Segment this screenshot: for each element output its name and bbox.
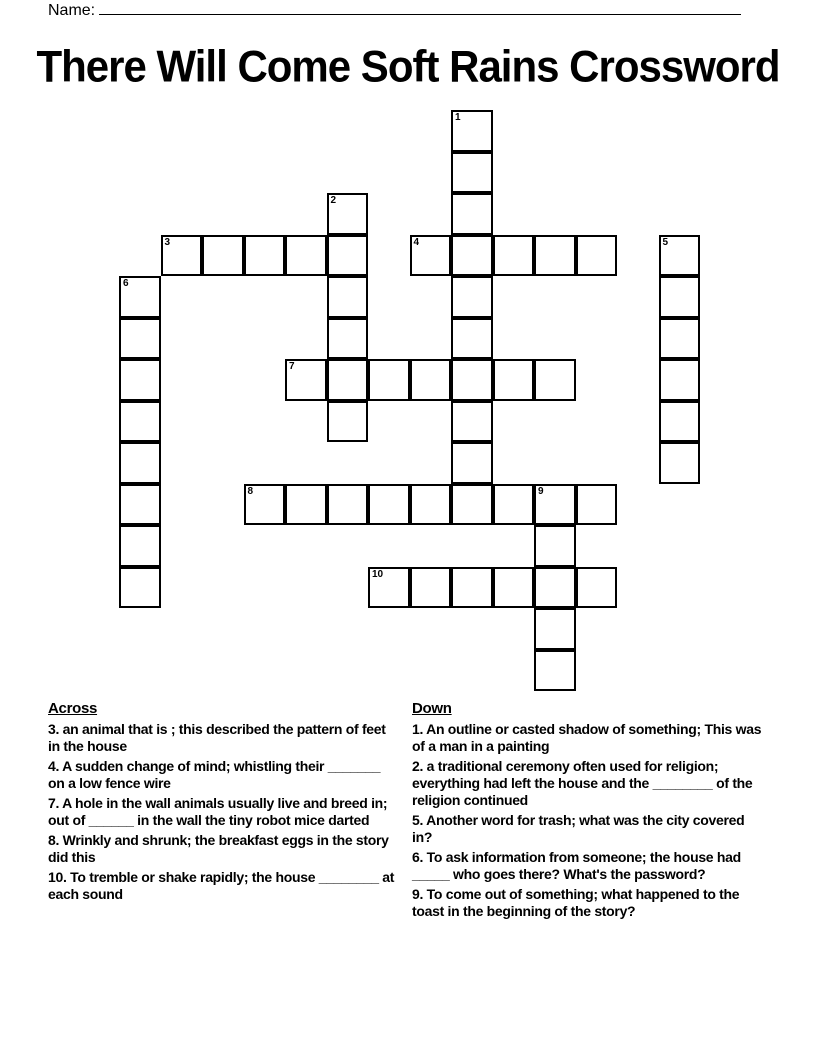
grid-cell[interactable] <box>451 318 493 360</box>
clue-text: A hole in the wall animals usually live and breed in; out of ______ in the wall the tiny robot mice darted <box>48 795 388 828</box>
grid-cell[interactable] <box>659 442 701 484</box>
grid-cell[interactable] <box>659 235 701 277</box>
grid-cell[interactable] <box>327 193 369 235</box>
grid-cell[interactable] <box>576 567 618 609</box>
grid-cell[interactable] <box>451 359 493 401</box>
grid-cell[interactable] <box>451 152 493 194</box>
grid-cell[interactable] <box>493 567 535 609</box>
grid-cell[interactable] <box>493 484 535 526</box>
grid-cell[interactable] <box>451 442 493 484</box>
clue-text: Another word for trash; what was the city covered in? <box>412 812 745 845</box>
grid-cell[interactable] <box>161 235 203 277</box>
grid-cell[interactable] <box>659 318 701 360</box>
clue-number-label: 6 <box>123 278 129 289</box>
grid-cell[interactable] <box>659 276 701 318</box>
clue-number-label: 7 <box>289 361 295 372</box>
grid-cell[interactable] <box>451 193 493 235</box>
clue-number-label: 8 <box>247 485 254 497</box>
clue-down-6 <box>412 849 762 883</box>
grid-cell[interactable] <box>119 525 161 567</box>
clue-number-label: 1 <box>455 112 461 123</box>
grid-cell[interactable] <box>119 318 161 360</box>
clue-number-label: 3 <box>164 236 171 248</box>
grid-cell[interactable] <box>327 484 369 526</box>
grid-cell[interactable] <box>119 442 161 484</box>
grid-cell[interactable] <box>327 235 369 277</box>
grid-cell[interactable] <box>327 359 369 401</box>
clue-number: 8. <box>48 832 60 848</box>
grid-cell[interactable] <box>244 484 286 526</box>
grid-cell[interactable] <box>534 608 576 650</box>
clue-down-1 <box>412 721 762 755</box>
grid-cell[interactable] <box>534 650 576 692</box>
page-title: There Will Come Soft Rains Crossword <box>36 41 780 92</box>
grid-cell[interactable] <box>410 359 452 401</box>
grid-cell[interactable] <box>244 235 286 277</box>
grid-cell[interactable] <box>534 235 576 277</box>
grid-cell[interactable] <box>327 318 369 360</box>
down-heading: Down <box>412 700 452 717</box>
grid-cell[interactable] <box>659 359 701 401</box>
grid-cell[interactable] <box>576 484 618 526</box>
clue-number-label: 2 <box>330 195 337 206</box>
clue-text: To ask information from someone; the house had _____ who goes there? What's the password? <box>412 849 741 882</box>
grid-cell[interactable] <box>534 484 576 526</box>
grid-cell[interactable] <box>659 401 701 443</box>
grid-cell[interactable] <box>368 359 410 401</box>
clue-across-7 <box>48 795 398 829</box>
down-clues <box>412 700 762 923</box>
clue-number-label: 10 <box>372 568 384 580</box>
clue-text: An outline or casted shadow of something; This was of a man in a painting <box>412 721 762 754</box>
grid-cell[interactable] <box>119 567 161 609</box>
across-clues <box>48 700 398 906</box>
clue-number: 2. <box>412 758 424 774</box>
clue-number-label: 5 <box>662 236 669 248</box>
clue-across-10 <box>48 869 398 903</box>
grid-cell[interactable] <box>451 401 493 443</box>
clue-text: a traditional ceremony often used for religion; everything had left the house and the ________ of the religion continued <box>412 758 753 808</box>
grid-cell[interactable] <box>451 110 493 152</box>
clue-number: 9. <box>412 886 424 902</box>
grid-cell[interactable] <box>368 567 410 609</box>
grid-cell[interactable] <box>119 484 161 526</box>
clue-text: To tremble or shake rapidly; the house ________ at each sound <box>48 869 395 902</box>
clue-number: 10. <box>48 869 67 885</box>
name-label: Name: <box>48 2 96 19</box>
grid-cell[interactable] <box>410 484 452 526</box>
grid-cell[interactable] <box>285 359 327 401</box>
grid-cell[interactable] <box>576 235 618 277</box>
clue-across-4 <box>48 758 398 792</box>
clue-number: 1. <box>412 721 424 737</box>
grid-cell[interactable] <box>285 235 327 277</box>
clue-number-label: 4 <box>413 236 420 248</box>
grid-cell[interactable] <box>119 359 161 401</box>
clue-across-3 <box>48 721 398 755</box>
grid-cell[interactable] <box>327 276 369 318</box>
clue-number: 4. <box>48 758 60 774</box>
across-heading: Across <box>48 700 98 717</box>
grid-cell[interactable] <box>119 401 161 443</box>
clue-down-9 <box>412 886 762 920</box>
grid-cell[interactable] <box>285 484 327 526</box>
grid-cell[interactable] <box>451 567 493 609</box>
grid-cell[interactable] <box>410 567 452 609</box>
grid-cell[interactable] <box>202 235 244 277</box>
clue-down-5 <box>412 812 762 846</box>
clue-number: 7. <box>48 795 60 811</box>
grid-cell[interactable] <box>451 276 493 318</box>
clue-text: A sudden change of mind; whistling their _______ on a low fence wire <box>48 758 381 791</box>
clue-number-label: 9 <box>538 485 544 497</box>
clue-number: 5. <box>412 812 424 828</box>
grid-cell[interactable] <box>327 401 369 443</box>
grid-cell[interactable] <box>410 235 452 277</box>
grid-cell[interactable] <box>451 235 493 277</box>
clue-text: Wrinkly and shrunk; the breakfast eggs in the story did this <box>48 832 389 865</box>
grid-cell[interactable] <box>534 525 576 567</box>
clue-number: 3. <box>48 721 60 737</box>
grid-cell[interactable] <box>493 235 535 277</box>
clue-down-2 <box>412 758 762 809</box>
grid-cell[interactable] <box>493 359 535 401</box>
grid-cell[interactable] <box>368 484 410 526</box>
clue-number: 6. <box>412 849 424 865</box>
grid-cell[interactable] <box>534 567 576 609</box>
clue-text: an animal that is ; this described the pattern of feet in the house <box>48 721 386 754</box>
clue-across-8 <box>48 832 398 866</box>
grid-cell[interactable] <box>534 359 576 401</box>
grid-cell[interactable] <box>119 276 161 318</box>
clue-text: To come out of something; what happened to the toast in the beginning of the story? <box>412 886 740 919</box>
grid-cell[interactable] <box>451 484 493 526</box>
